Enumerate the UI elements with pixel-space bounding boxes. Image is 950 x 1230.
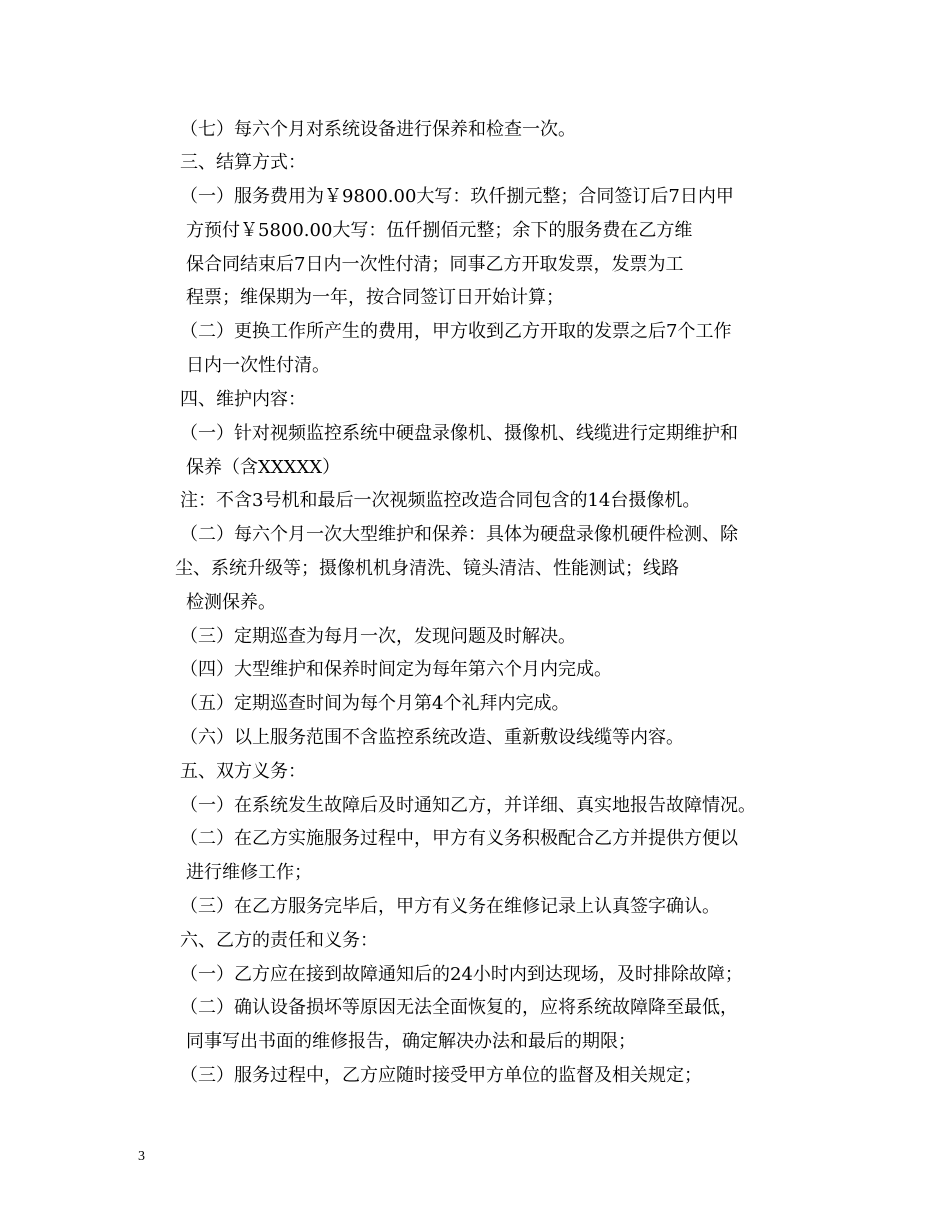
text-line: （六）以上服务范围不含监控系统改造、重新敷设线缆等内容。: [180, 727, 684, 748]
page-number: 3: [138, 1149, 145, 1164]
text-line: （五）定期巡查时间为每个月第4个礼拜内完成。: [180, 693, 570, 714]
section-heading: 三、结算方式：: [180, 152, 306, 173]
text-line: （三）定期巡查为每月一次，发现问题及时解决。: [180, 626, 576, 647]
section-heading: 六、乙方的责任和义务：: [180, 930, 378, 951]
text-line: （四）大型维护和保养时间定为每年第六个月内完成。: [180, 659, 612, 680]
section-heading: 五、双方义务：: [180, 761, 306, 782]
text-line: 日内一次性付清。: [186, 355, 330, 376]
text-line: 保合同结束后7日内一次性付清；同事乙方开取发票，发票为工: [186, 254, 684, 275]
text-line: （二）确认设备损坏等原因无法全面恢复的，应将系统故障降至最低，: [180, 997, 738, 1018]
section-heading: 四、维护内容：: [180, 389, 306, 410]
text-line: 检测保养。: [186, 592, 276, 613]
text-line: 方预付￥5800.00大写：伍仟捌佰元整；余下的服务费在乙方维: [186, 220, 693, 241]
text-line: （一）在系统发生故障后及时通知乙方，并详细、真实地报告故障情况。: [180, 795, 756, 816]
text-line: （二）在乙方实施服务过程中，甲方有义务积极配合乙方并提供方便以: [180, 828, 738, 849]
text-line: （二）每六个月一次大型维护和保养：具体为硬盘录像机硬件检测、除: [180, 524, 738, 545]
text-line: 尘、系统升级等；摄像机机身清洗、镜头清洁、性能测试；线路: [175, 558, 679, 579]
text-line: （七）每六个月对系统设备进行保养和检查一次。: [180, 119, 576, 140]
text-line: 同事写出书面的维修报告，确定解决办法和最后的期限；: [186, 1031, 636, 1052]
text-line: 进行维修工作；: [186, 862, 312, 883]
note-line: 注：不含3号机和最后一次视频监控改造合同包含的14台摄像机。: [180, 490, 701, 511]
text-line: （一）针对视频监控系统中硬盘录像机、摄像机、线缆进行定期维护和: [180, 423, 738, 444]
text-line: （一）乙方应在接到故障通知后的24小时内到达现场，及时排除故障；: [180, 964, 743, 985]
text-line: （二）更换工作所产生的费用，甲方收到乙方开取的发票之后7个工作: [180, 321, 732, 342]
text-line: 程票；维保期为一年，按合同签订日开始计算；: [186, 287, 564, 308]
text-line: （一）服务费用为￥9800.00大写：玖仟捌元整；合同签订后7日内甲: [180, 186, 734, 207]
text-line: 保养（含XXXXX）: [186, 457, 341, 478]
text-line: （三）服务过程中，乙方应随时接受甲方单位的监督及相关规定；: [180, 1065, 702, 1086]
text-line: （三）在乙方服务完毕后，甲方有义务在维修记录上认真签字确认。: [180, 896, 720, 917]
